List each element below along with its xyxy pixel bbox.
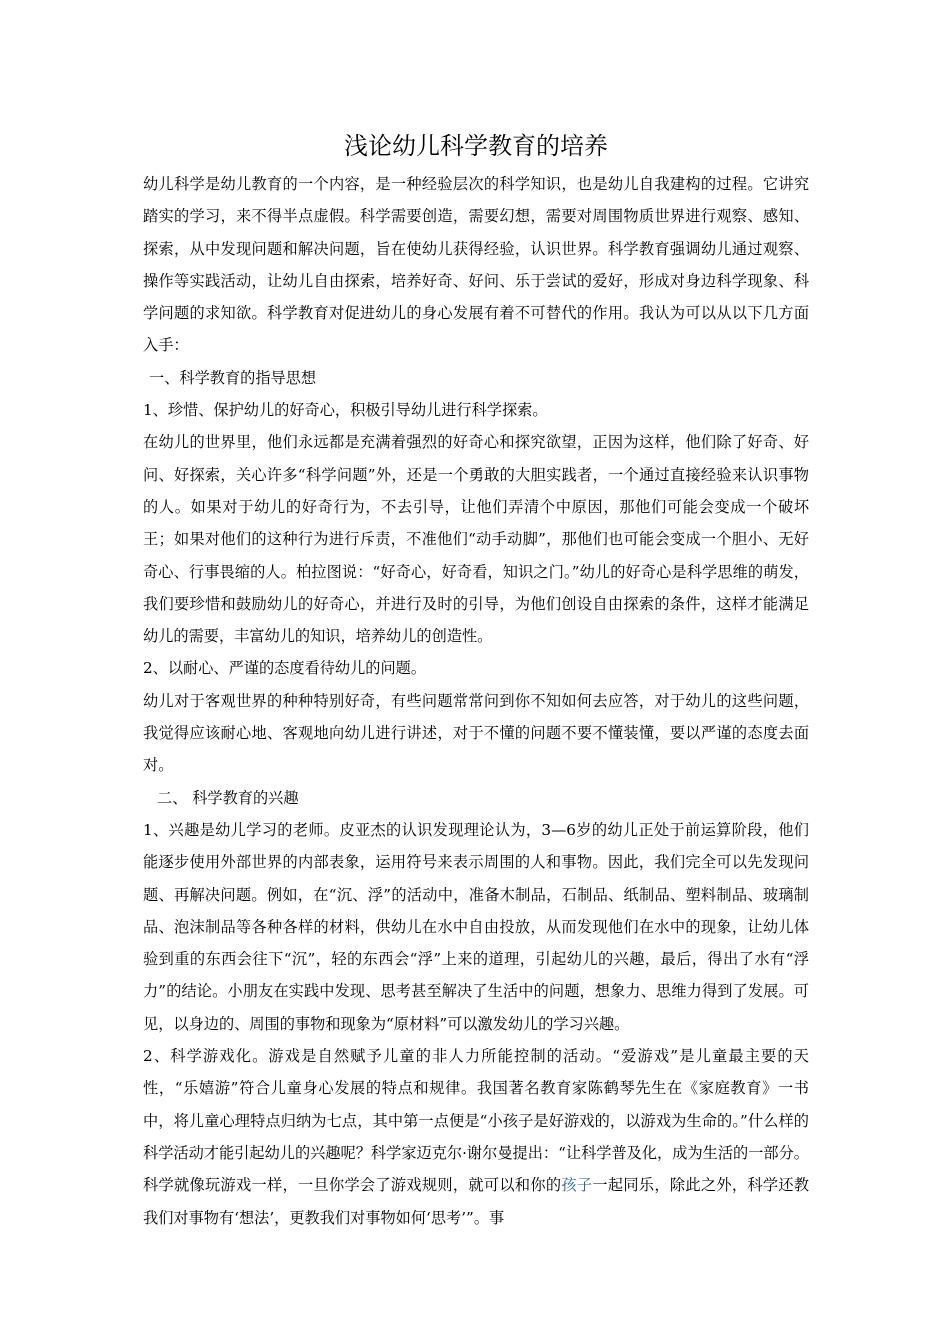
point-body-2-1: 1、兴趣是幼儿学习的老师。皮亚杰的认识发现理论认为，3—6岁的幼儿正处于前运算阶段，他们能逐步使用外部世界的内部表象，运用符号来表示周围的人和事物。因此，我们完全可以先发现问题、再解决问题。例如，在“沉、浮”的活动中，准备木制品，石制品、纸制品、塑料制品、玻璃制品、泡沫制品等各种各样的材料，供幼儿在水中自由投放，从而发现他们在水中的现象，让幼儿体验到重的东西会往下“沉”，轻的东西会“浮”上来的道理，引起幼儿的兴趣，最后，得出了水有“浮力”的结论。小朋友在实践中发现、思考甚至解决了生活中的问题，想象力、思维力得到了发展。可见，以身边的、周围的事物和现象为“原材料”可以激发幼儿的学习兴趣。: [143, 820, 809, 1033]
document-page: [143, 128, 809, 1234]
point-body-2-2: [143, 1040, 809, 1234]
point-body-1-2: 幼儿对于客观世界的种种特别好奇，有些问题常常问到你不知如何去应答，对于幼儿的这些问题，我觉得应该耐心地、客观地向幼儿进行讲述，对于不懂的问题不要不懂装懂，要以严谨的态度去面对。: [143, 691, 809, 775]
section-heading-1: 一、科学教育的指导思想: [149, 368, 317, 387]
document-title: 浅论幼儿科学教育的培养: [344, 132, 608, 160]
intro-paragraph: 幼儿科学是幼儿教育的一个内容，是一种经验层次的科学知识，也是幼儿自我建构的过程。它讲究踏实的学习，来不得半点虚假。科学需要创造，需要幻想，需要对周围物质世界进行观察、感知、探索，从中发现问题和解决问题，旨在使幼儿获得经验，认识世界。科学教育强调幼儿通过观察、操作等实践活动，让幼儿自由探索，培养好奇、好问、乐于尝试的爱好，形成对身边科学现象、科学问题的求知欲。科学教育对促进幼儿的身心发展有着不可替代的作用。我认为可以从以下几方面入手：: [143, 175, 809, 355]
point-heading-1-2: 2、以耐心、严谨的态度看待幼儿的问题。: [143, 659, 427, 678]
point-body-1-1: 在幼儿的世界里，他们永远都是充满着强烈的好奇心和探究欲望，正因为这样，他们除了好奇、好问、好探索，关心许多“科学问题”外，还是一个勇敢的大胆实践者，一个通过直接经验来认识事物的人。如果对于幼儿的好奇行为，不去引导，让他们弄清个中原因，那他们可能会变成一个破坏王；如果对他们的这种行为进行斥责，不准他们“动手动脚”，那他们也可能会变成一个胆小、无好奇心、行事畏缩的人。柏拉图说：“好奇心，好奇看，知识之门。”幼儿的好奇心是科学思维的萌发，我们要珍惜和鼓励幼儿的好奇心，并进行及时的引导，为他们创设自由探索的条件，这样才能满足幼儿的需要，丰富幼儿的知识，培养幼儿的创造性。: [143, 433, 809, 646]
point-heading-1-1: 1、珍惜、保护幼儿的好奇心，积极引导幼儿进行科学探索。: [143, 401, 548, 420]
point-body-2-2-text-a: 2、科学游戏化。游戏是自然赋予儿童的非人力所能控制的活动。“爱游戏”是儿童最主要的天性，“乐嬉游”符合儿童身心发展的特点和规律。我国著名教育家陈鹤琴先生在《家庭教育》一书中，将儿童心理特点归纳为七点，其中第一点便是“小孩子是好游戏的，以游戏为生命的。”什么样的科学活动才能引起幼儿的兴趣呢？科学家迈克尔·谢尔曼提出：“让科学普及化，成为生活的一部分。科学就像玩游戏一样，一旦你学会了游戏规则，就可以和你的: [143, 1047, 809, 1195]
section-heading-2: 二、 科学教育的兴趣: [157, 788, 299, 807]
children-link[interactable]: 孩子: [561, 1176, 593, 1195]
point-body-2-2-text-b: 一起同乐，除此之外，科学还教我们对事物有‘想法’，更教我们对事物如何‘思考’”。事: [143, 1176, 810, 1227]
